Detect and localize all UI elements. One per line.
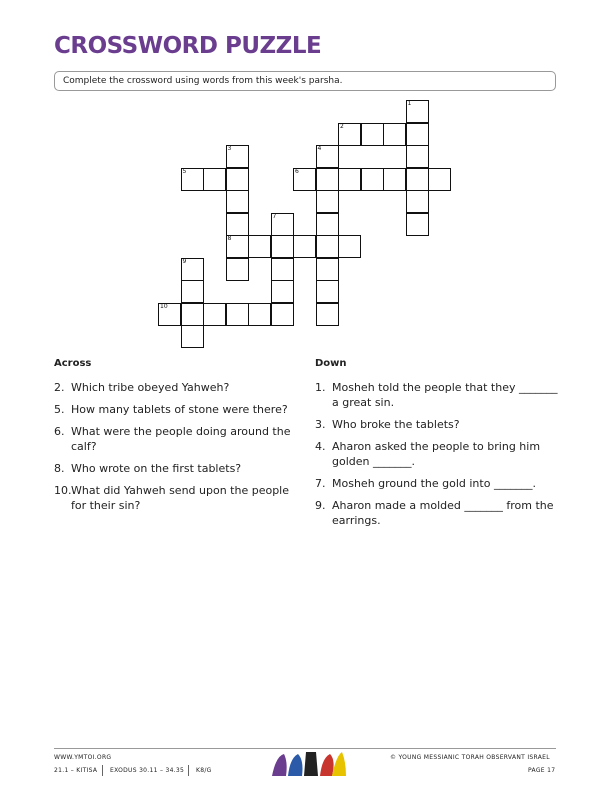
across-clue: [54, 424, 304, 454]
crossword-cell[interactable]: [406, 213, 429, 236]
crossword-cell[interactable]: [293, 168, 316, 191]
ymtoi-logo-icon: [270, 748, 348, 778]
crossword-cell[interactable]: [248, 235, 271, 258]
crossword-cell[interactable]: [316, 280, 339, 303]
clue-number: 2.: [54, 381, 65, 394]
clue-number: 6.: [54, 425, 65, 438]
across-clue: [54, 483, 304, 513]
crossword-cell[interactable]: [406, 145, 429, 168]
crossword-cell[interactable]: [226, 190, 249, 213]
instructions-box: Complete the crossword using words from this week's parsha.: [54, 71, 556, 91]
crossword-cell[interactable]: [338, 123, 361, 146]
down-clue: [315, 498, 560, 528]
footer-scripture: EXODUS 30.11 – 34.35: [110, 767, 185, 774]
cell-number: 6: [295, 167, 299, 175]
clue-number: 3.: [315, 418, 326, 431]
crossword-cell[interactable]: [316, 145, 339, 168]
crossword-cell[interactable]: [316, 235, 339, 258]
clue-number: 5.: [54, 403, 65, 416]
footer-reference: 21.1 – KITISA: [54, 767, 98, 774]
down-clue: [315, 476, 560, 491]
crossword-cell[interactable]: [271, 235, 294, 258]
crossword-cell[interactable]: [406, 100, 429, 123]
clue-number: 7.: [315, 477, 326, 490]
down-clues: [315, 358, 560, 535]
cell-number: 3: [227, 145, 232, 152]
crossword-cell[interactable]: [271, 213, 294, 236]
crossword-cell[interactable]: [226, 303, 249, 326]
clue-number: 9.: [315, 499, 326, 512]
crossword-cell[interactable]: [361, 123, 384, 146]
clue-text: Mosheh told the people that they _______ a great sin.: [332, 381, 558, 409]
across-clue: [54, 402, 304, 417]
across-clues: [54, 358, 304, 520]
crossword-cell[interactable]: [203, 168, 226, 191]
clue-number: 10.: [54, 484, 72, 497]
footer-copyright: © YOUNG MESSIANIC TORAH OBSERVANT ISRAEL: [390, 754, 550, 761]
footer-level: K8/G: [196, 767, 212, 774]
clue-text: What were the people doing around the calf?: [71, 425, 291, 453]
crossword-cell[interactable]: [158, 303, 181, 326]
cell-number: 8: [227, 235, 232, 242]
crossword-cell[interactable]: [361, 168, 384, 191]
crossword-cell[interactable]: [406, 123, 429, 146]
crossword-cell[interactable]: [181, 258, 204, 281]
crossword-cell[interactable]: [293, 235, 316, 258]
crossword-cell[interactable]: [316, 258, 339, 281]
clue-text: Who wrote on the first tablets?: [71, 462, 242, 475]
clue-text: Aharon asked the people to bring him golden _______.: [332, 440, 541, 468]
cell-number: 10: [160, 302, 168, 310]
footer-website: WWW.YMTOI.ORG: [54, 754, 112, 761]
crossword-cell[interactable]: [226, 213, 249, 236]
down-clue: [315, 417, 560, 432]
footer-separator: [188, 765, 189, 776]
clue-text: Who broke the tablets?: [332, 418, 460, 431]
cell-number: 5: [182, 167, 187, 175]
clue-text: How many tablets of stone were there?: [71, 403, 288, 416]
crossword-cell[interactable]: [316, 213, 339, 236]
cell-number: 9: [182, 257, 187, 265]
across-clue: [54, 461, 304, 476]
crossword-cell[interactable]: [271, 303, 294, 326]
crossword-grid: [0, 0, 612, 360]
crossword-cell[interactable]: [316, 303, 339, 326]
crossword-cell[interactable]: [226, 145, 249, 168]
clue-text: What did Yahweh send upon the people for their sin?: [71, 484, 290, 512]
crossword-cell[interactable]: [428, 168, 451, 191]
crossword-cell[interactable]: [226, 168, 249, 191]
across-clue: [54, 380, 304, 395]
crossword-cell[interactable]: [181, 325, 204, 348]
crossword-cell[interactable]: [271, 280, 294, 303]
crossword-cell[interactable]: [338, 168, 361, 191]
clue-text: Mosheh ground the gold into _______.: [332, 477, 536, 490]
crossword-cell[interactable]: [383, 123, 406, 146]
across-heading: Across: [54, 358, 92, 369]
crossword-cell[interactable]: [383, 168, 406, 191]
cell-number: 2: [340, 122, 344, 130]
crossword-cell[interactable]: [226, 235, 249, 258]
crossword-cell[interactable]: [226, 258, 249, 281]
crossword-cell[interactable]: [406, 168, 429, 191]
crossword-cell[interactable]: [203, 303, 226, 326]
crossword-cell[interactable]: [316, 190, 339, 213]
clue-number: 1.: [315, 381, 326, 394]
crossword-cell[interactable]: [181, 168, 204, 191]
clue-text: Which tribe obeyed Yahweh?: [71, 381, 230, 394]
crossword-cell[interactable]: [406, 190, 429, 213]
clue-number: 8.: [54, 462, 65, 475]
cell-number: 4: [317, 145, 322, 152]
crossword-cell[interactable]: [338, 235, 361, 258]
footer-separator: [102, 765, 103, 776]
cell-number: 1: [407, 100, 412, 107]
footer-page-number: PAGE 17: [528, 767, 556, 774]
down-clue: [315, 380, 560, 410]
down-heading: Down: [315, 358, 347, 369]
clue-text: Aharon made a molded _______ from the earrings.: [332, 499, 554, 527]
crossword-cell[interactable]: [316, 168, 339, 191]
cell-number: 7: [272, 212, 277, 220]
crossword-cell[interactable]: [271, 258, 294, 281]
crossword-cell[interactable]: [181, 280, 204, 303]
clue-number: 4.: [315, 440, 326, 453]
page-title: CROSSWORD PUZZLE: [54, 33, 322, 59]
crossword-cell[interactable]: [248, 303, 271, 326]
crossword-cell[interactable]: [181, 303, 204, 326]
down-clue: [315, 439, 560, 469]
